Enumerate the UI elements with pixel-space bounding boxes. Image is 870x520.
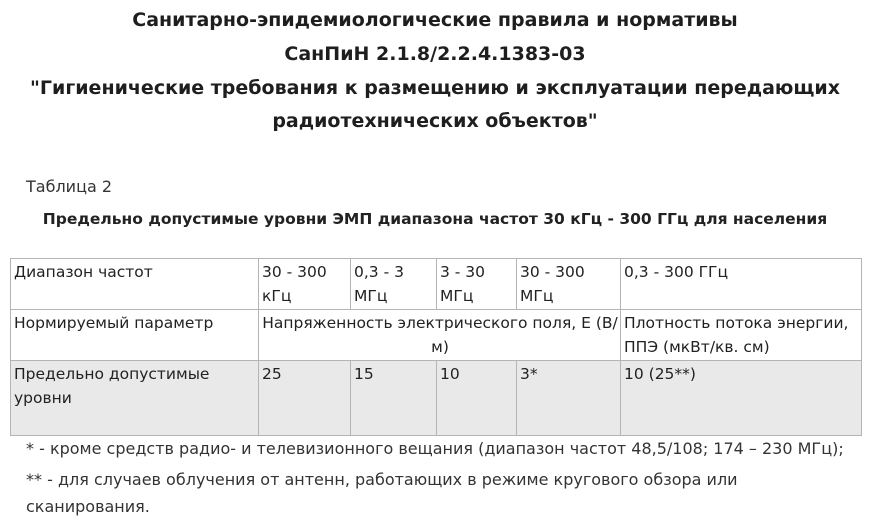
cell-electric-field: Напряженность электрического поля, Е (В/м): [259, 310, 621, 361]
footnote-2-line-2: сканирования.: [26, 497, 150, 516]
cell-frequency-3: 3 - 30 МГц: [437, 259, 517, 310]
document-title-line-2: СанПиН 2.1.8/2.2.4.1383-03: [284, 43, 586, 65]
cell-frequency-5: 0,3 - 300 ГГц: [621, 259, 862, 310]
table-title: Предельно допустимые уровни ЭМП диапазона частот 30 кГц - 300 ГГц для населения: [42, 210, 828, 228]
document-title-line-1: Санитарно-эпидемиологические правила и нормативы: [132, 9, 738, 31]
table-row-limits: [11, 361, 862, 436]
row-label-limits: Предельно допустимые уровни: [11, 361, 259, 436]
footnote-1: * - кроме средств радио- и телевизионного вещания (диапазон частот 48,5/108; 174 – 230 МГц);: [26, 439, 844, 458]
cell-power-density: Плотность потока энергии, ППЭ (мкВт/кв. см): [621, 310, 862, 361]
cell-limit-5: 10 (25**): [621, 361, 862, 436]
cell-limit-3: 10: [437, 361, 517, 436]
footnote-2-line-1: ** - для случаев облучения от антенн, работающих в режиме кругового обзора или: [26, 470, 738, 489]
emp-limits-table: [10, 258, 862, 436]
table-caption: Таблица 2: [26, 177, 113, 196]
document-title-line-4: радиотехнических объектов": [272, 110, 598, 132]
cell-frequency-1: 30 - 300 кГц: [259, 259, 351, 310]
cell-limit-4: 3*: [517, 361, 621, 436]
cell-limit-1: 25: [259, 361, 351, 436]
table-row-frequency: [11, 259, 862, 310]
row-label-parameter: Нормируемый параметр: [11, 310, 259, 361]
cell-limit-2: 15: [351, 361, 437, 436]
cell-frequency-2: 0,3 - 3 МГц: [351, 259, 437, 310]
cell-frequency-4: 30 - 300 МГц: [517, 259, 621, 310]
table-row-parameter: [11, 310, 862, 361]
row-label-frequency: Диапазон частот: [11, 259, 259, 310]
document-title-line-3: "Гигиенические требования к размещению и эксплуатации передающих: [30, 77, 840, 99]
footnote-2: [26, 466, 738, 520]
